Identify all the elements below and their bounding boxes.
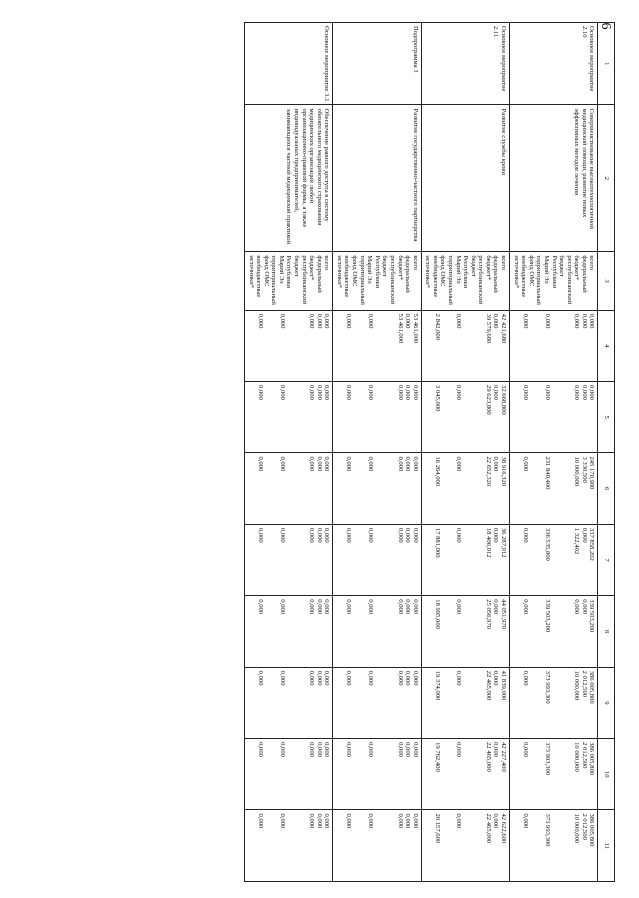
amount-value: 0,000 [404, 599, 412, 615]
amount-value: 0,000 [455, 313, 463, 329]
value-cell-col-6 [421, 453, 509, 524]
row-code: Подпрограмма 3 [333, 23, 421, 105]
amount-value: 0,000 [522, 742, 530, 757]
amount-value: 44 051,970 [500, 599, 508, 629]
row-name: Совершенствование высокотехнологичной медицинской помощи, развитие новых эффективных методов лечения [510, 105, 598, 252]
amount-value: 0,000 [492, 456, 500, 472]
amount-value: 0,000 [323, 742, 331, 757]
amount-value: 0,000 [278, 599, 286, 615]
amount-value: 0,000 [315, 813, 323, 829]
value-cell-col-9 [421, 667, 509, 738]
amount-value: 0,000 [345, 527, 353, 543]
amount-value: 0,000 [366, 385, 374, 400]
funding-source-label: всего [411, 255, 419, 271]
amount-value: 386 005,800 [588, 742, 596, 776]
funding-sources [244, 252, 332, 310]
amount-value: 22 465,000 [484, 813, 492, 844]
value-cell-col-9 [244, 667, 332, 738]
amount-value: 0,000 [257, 527, 265, 543]
value-cell-col-10 [333, 739, 421, 810]
amount-value: 0,000 [411, 670, 419, 686]
row-name: Развитие службы крови [421, 105, 509, 252]
amount-value: 0,000 [315, 313, 323, 329]
amount-value: 0,000 [345, 599, 353, 615]
value-cell-col-9 [333, 667, 421, 738]
amount-value: 0,000 [323, 599, 331, 615]
table-row [244, 23, 332, 882]
amount-value: 19 374,000 [433, 670, 441, 701]
column-header-5: 5 [598, 382, 615, 453]
amount-value: 0,000 [308, 313, 316, 329]
amount-value: 339 503,200 [588, 599, 596, 633]
amount-value: 0,000 [492, 813, 500, 829]
value-cell-col-8 [244, 596, 332, 667]
value-cell-col-4 [421, 310, 509, 381]
amount-value: 0,000 [257, 313, 265, 329]
amount-value: 0,000 [492, 670, 500, 686]
value-cell-col-11 [510, 810, 598, 882]
amount-value: 337 858,202 [588, 527, 596, 561]
value-cell-col-10 [510, 739, 598, 810]
amount-value: 0,000 [315, 670, 323, 686]
value-cell-col-7 [244, 524, 332, 595]
amount-value: 0,000 [278, 670, 286, 686]
amount-value: 53 461,000 [411, 313, 419, 344]
amount-value: 0,000 [396, 385, 404, 400]
amount-value: 0,000 [455, 670, 463, 686]
amount-value: 0,000 [404, 385, 412, 400]
amount-value: 17 881,000 [433, 527, 441, 558]
amount-value: 0,000 [345, 385, 353, 400]
funding-sources [421, 252, 509, 310]
amount-value: 22 465,000 [484, 670, 492, 701]
amount-value: 0,000 [366, 670, 374, 686]
amount-value: 0,000 [257, 670, 265, 686]
amount-value: 16 264,000 [433, 456, 441, 487]
amount-value: 19 762,400 [433, 742, 441, 772]
row-code: Основное мероприятие 2.11 [421, 23, 509, 105]
column-header-2: 2 [598, 105, 615, 252]
amount-value: 0,000 [396, 599, 404, 615]
row-code: Основное мероприятие 3.1 [244, 23, 332, 105]
amount-value: 0,000 [278, 385, 286, 400]
funding-source-label: территориальный фонд ОМС [527, 255, 543, 305]
amount-value: 0,000 [323, 527, 331, 543]
column-header-3: 3 [598, 252, 615, 310]
amount-value: 0,000 [492, 527, 500, 543]
amount-value: 0,000 [543, 313, 551, 329]
amount-value: 0,000 [315, 385, 323, 400]
amount-value: 1 322,402 [573, 527, 581, 555]
amount-value: 0,000 [366, 527, 374, 543]
funding-source-label: федеральный бюджет* [308, 255, 323, 293]
amount-value: 0,000 [411, 527, 419, 543]
amount-value: 0,000 [492, 385, 500, 400]
funding-sources [333, 252, 421, 310]
amount-value: 41 839,000 [500, 670, 508, 701]
amount-value: 39 579,680 [484, 313, 492, 344]
amount-value: 0,000 [455, 742, 463, 757]
amount-value: 0,000 [455, 527, 463, 543]
row-name: Развитие государственно-частного партнерства [333, 105, 421, 252]
row-code: Основное мероприятие 2.10 [510, 23, 598, 105]
amount-value: 0,000 [522, 813, 530, 829]
budget-table [244, 22, 615, 882]
amount-value: 0,000 [257, 813, 265, 829]
amount-value: 0,000 [580, 527, 588, 543]
funding-source-label: территориальный фонд ОМС [439, 255, 455, 305]
amount-value: 32 668,800 [500, 385, 508, 415]
amount-value: 0,000 [308, 742, 316, 757]
amount-value: 0,000 [404, 813, 412, 829]
amount-value: 0,000 [308, 670, 316, 686]
amount-value: 0,000 [411, 813, 419, 829]
amount-value: 0,000 [323, 385, 331, 400]
amount-value: 0,000 [522, 313, 530, 329]
amount-value: 0,000 [345, 813, 353, 829]
value-cell-col-6 [244, 453, 332, 524]
value-cell-col-8 [510, 596, 598, 667]
amount-value: 0,000 [257, 456, 265, 472]
funding-source-label: внебюджетные источники* [512, 255, 528, 298]
amount-value: 386 005,800 [588, 670, 596, 704]
column-header-9: 9 [598, 667, 615, 738]
funding-source-label: внебюджетные источники* [335, 255, 351, 298]
amount-value: 0,000 [522, 456, 530, 472]
amount-value: 0,000 [455, 456, 463, 472]
amount-value: 0,000 [308, 385, 316, 400]
value-cell-col-7 [421, 524, 509, 595]
amount-value: 36 287,012 [500, 527, 508, 558]
amount-value: 0,000 [366, 313, 374, 329]
amount-value: 10 000,000 [573, 670, 581, 701]
amount-value: 336 535,800 [543, 527, 551, 561]
amount-value: 0,000 [492, 599, 500, 615]
amount-value: 0,000 [257, 385, 265, 400]
value-cell-col-4 [333, 310, 421, 381]
amount-value: 0,000 [278, 313, 286, 329]
amount-value: 0,000 [345, 670, 353, 686]
funding-source-label: внебюджетные источники* [424, 255, 439, 298]
amount-value: 20 157,600 [433, 813, 441, 844]
funding-source-label: республиканский бюджет Республики Марий Эл [542, 255, 573, 305]
amount-value: 2 012,500 [580, 813, 588, 840]
amount-value: 0,000 [345, 742, 353, 757]
amount-value: 53 461,000 [396, 313, 404, 344]
column-header-11: 11 [598, 810, 615, 882]
amount-value: 0,000 [366, 456, 374, 472]
amount-value: 2 012,500 [580, 670, 588, 698]
amount-value: 0,000 [257, 742, 265, 757]
value-cell-col-8 [333, 596, 421, 667]
amount-value: 339 503,200 [543, 599, 551, 633]
value-cell-col-10 [421, 739, 509, 810]
amount-value: 0,000 [396, 456, 404, 472]
value-cell-col-5 [421, 382, 509, 453]
amount-value: 373 993,300 [543, 742, 551, 776]
rotated-table-area [95, 22, 615, 882]
table-row [510, 23, 598, 882]
amount-value: 0,000 [257, 599, 265, 615]
amount-value: 0,000 [345, 456, 353, 472]
amount-value: 0,000 [522, 385, 530, 400]
amount-value: 0,000 [396, 813, 404, 829]
amount-value: 25 056,970 [484, 599, 492, 629]
amount-value: 0,000 [323, 313, 331, 329]
amount-value: 386 005,800 [588, 813, 596, 847]
amount-value: 0,000 [573, 313, 581, 329]
value-cell-col-7 [333, 524, 421, 595]
value-cell-col-10 [244, 739, 332, 810]
amount-value: 0,000 [580, 599, 588, 615]
amount-value: 0,000 [411, 742, 419, 757]
amount-value: 42 421,680 [500, 313, 508, 344]
funding-source-label: федеральный бюджет* [484, 255, 500, 293]
amount-value: 0,000 [323, 456, 331, 472]
amount-value: 42 227,400 [500, 742, 508, 772]
value-cell-col-7 [510, 524, 598, 595]
amount-value: 0,000 [308, 813, 316, 829]
value-cell-col-5 [333, 382, 421, 453]
amount-value: 0,000 [580, 313, 588, 329]
amount-value: 0,000 [366, 813, 374, 829]
amount-value: 0,000 [278, 813, 286, 829]
amount-value: 0,000 [396, 527, 404, 543]
amount-value: 373 993,300 [543, 813, 551, 847]
amount-value: 0,000 [308, 599, 316, 615]
value-cell-col-5 [244, 382, 332, 453]
amount-value: 0,000 [315, 527, 323, 543]
table-row [421, 23, 509, 882]
amount-value: 245 170,900 [588, 456, 596, 490]
amount-value: 0,000 [315, 742, 323, 757]
value-cell-col-11 [333, 810, 421, 882]
funding-source-label: всего [588, 255, 596, 271]
row-name: Обеспечение равного доступа в систему обязательного медицинского страхования медицинских организаций любой организационно-правовой формы, а также индивидуальных предпринимателей, занимающихся частной медицинской практикой [244, 105, 332, 252]
amount-value: 0,000 [396, 742, 404, 757]
amount-value: 29 623,800 [484, 385, 492, 415]
amount-value: 0,000 [404, 742, 412, 757]
column-header-10: 10 [598, 739, 615, 810]
amount-value: 0,000 [404, 670, 412, 686]
funding-sources [510, 252, 598, 310]
table-row [333, 23, 421, 882]
amount-value: 0,000 [278, 742, 286, 757]
value-cell-col-11 [421, 810, 509, 882]
amount-value: 0,000 [411, 599, 419, 615]
amount-value: 0,000 [455, 599, 463, 615]
funding-source-label: республиканский бюджет Республики Марий Эл [454, 255, 485, 305]
amount-value: 0,000 [455, 385, 463, 400]
amount-value: 0,000 [580, 385, 588, 400]
column-header-1: 1 [598, 23, 615, 105]
page-number: 6 [598, 22, 613, 30]
amount-value: 0,000 [573, 599, 581, 615]
amount-value: 10 000,000 [573, 742, 581, 772]
value-cell-col-4 [244, 310, 332, 381]
amount-value: 0,000 [522, 670, 530, 686]
amount-value: 0,000 [404, 527, 412, 543]
amount-value: 2 012,500 [580, 742, 588, 769]
column-header-4: 4 [598, 310, 615, 381]
amount-value: 0,000 [588, 385, 596, 400]
amount-value: 42 622,600 [500, 813, 508, 844]
amount-value: 373 993,300 [543, 670, 551, 704]
amount-value: 231 840,400 [543, 456, 551, 490]
amount-value: 0,000 [411, 456, 419, 472]
amount-value: 0,000 [404, 313, 412, 329]
amount-value: 0,000 [573, 385, 581, 400]
amount-value: 0,000 [366, 599, 374, 615]
funding-source-label: территориальный фонд ОМС [262, 255, 278, 305]
amount-value: 0,000 [278, 527, 286, 543]
column-header-8: 8 [598, 596, 615, 667]
amount-value: 0,000 [278, 456, 286, 472]
funding-source-label: республиканский бюджет Республики Марий Эл [366, 255, 396, 305]
value-cell-col-9 [510, 667, 598, 738]
value-cell-col-11 [244, 810, 332, 882]
value-cell-col-4 [510, 310, 598, 381]
amount-value: 0,000 [323, 670, 331, 686]
amount-value: 0,000 [522, 599, 530, 615]
amount-value: 3 045,000 [433, 385, 441, 412]
amount-value: 0,000 [366, 742, 374, 757]
funding-source-label: всего [500, 255, 508, 271]
amount-value: 0,000 [455, 813, 463, 829]
funding-source-label: всего [323, 255, 331, 271]
amount-value: 22 465,000 [484, 742, 492, 772]
amount-value: 0,000 [492, 742, 500, 757]
value-cell-col-6 [510, 453, 598, 524]
amount-value: 0,000 [396, 670, 404, 686]
funding-source-label: территориальный фонд ОМС [351, 255, 366, 305]
amount-value: 22 652,320 [484, 456, 492, 487]
funding-source-label: внебюджетные источники* [247, 255, 263, 298]
amount-value: 3 330,500 [580, 456, 588, 483]
amount-value: 0,000 [345, 313, 353, 329]
amount-value: 0,000 [308, 456, 316, 472]
amount-value: 0,000 [543, 385, 551, 400]
amount-value: 0,000 [588, 313, 596, 329]
amount-value: 0,000 [404, 456, 412, 472]
column-header-7: 7 [598, 524, 615, 595]
amount-value: 0,000 [315, 456, 323, 472]
amount-value: 0,000 [411, 385, 419, 400]
table-header-row [598, 23, 615, 882]
amount-value: 0,000 [323, 813, 331, 829]
column-header-6: 6 [598, 453, 615, 524]
amount-value: 0,000 [315, 599, 323, 615]
funding-source-label: федеральный бюджет* [573, 255, 588, 293]
value-cell-col-5 [510, 382, 598, 453]
amount-value: 0,000 [492, 313, 500, 329]
amount-value: 0,000 [522, 527, 530, 543]
amount-value: 38 916,320 [500, 456, 508, 487]
funding-source-label: федеральный бюджет* [396, 255, 412, 293]
amount-value: 0,000 [308, 527, 316, 543]
amount-value: 10 000,000 [573, 456, 581, 487]
amount-value: 18 995,000 [433, 599, 441, 629]
funding-source-label: республиканский бюджет Республики Марий Эл [277, 255, 308, 305]
amount-value: 10 000,000 [573, 813, 581, 844]
amount-value: 2 842,000 [433, 313, 441, 341]
value-cell-col-6 [333, 453, 421, 524]
value-cell-col-8 [421, 596, 509, 667]
amount-value: 18 406,012 [484, 527, 492, 558]
